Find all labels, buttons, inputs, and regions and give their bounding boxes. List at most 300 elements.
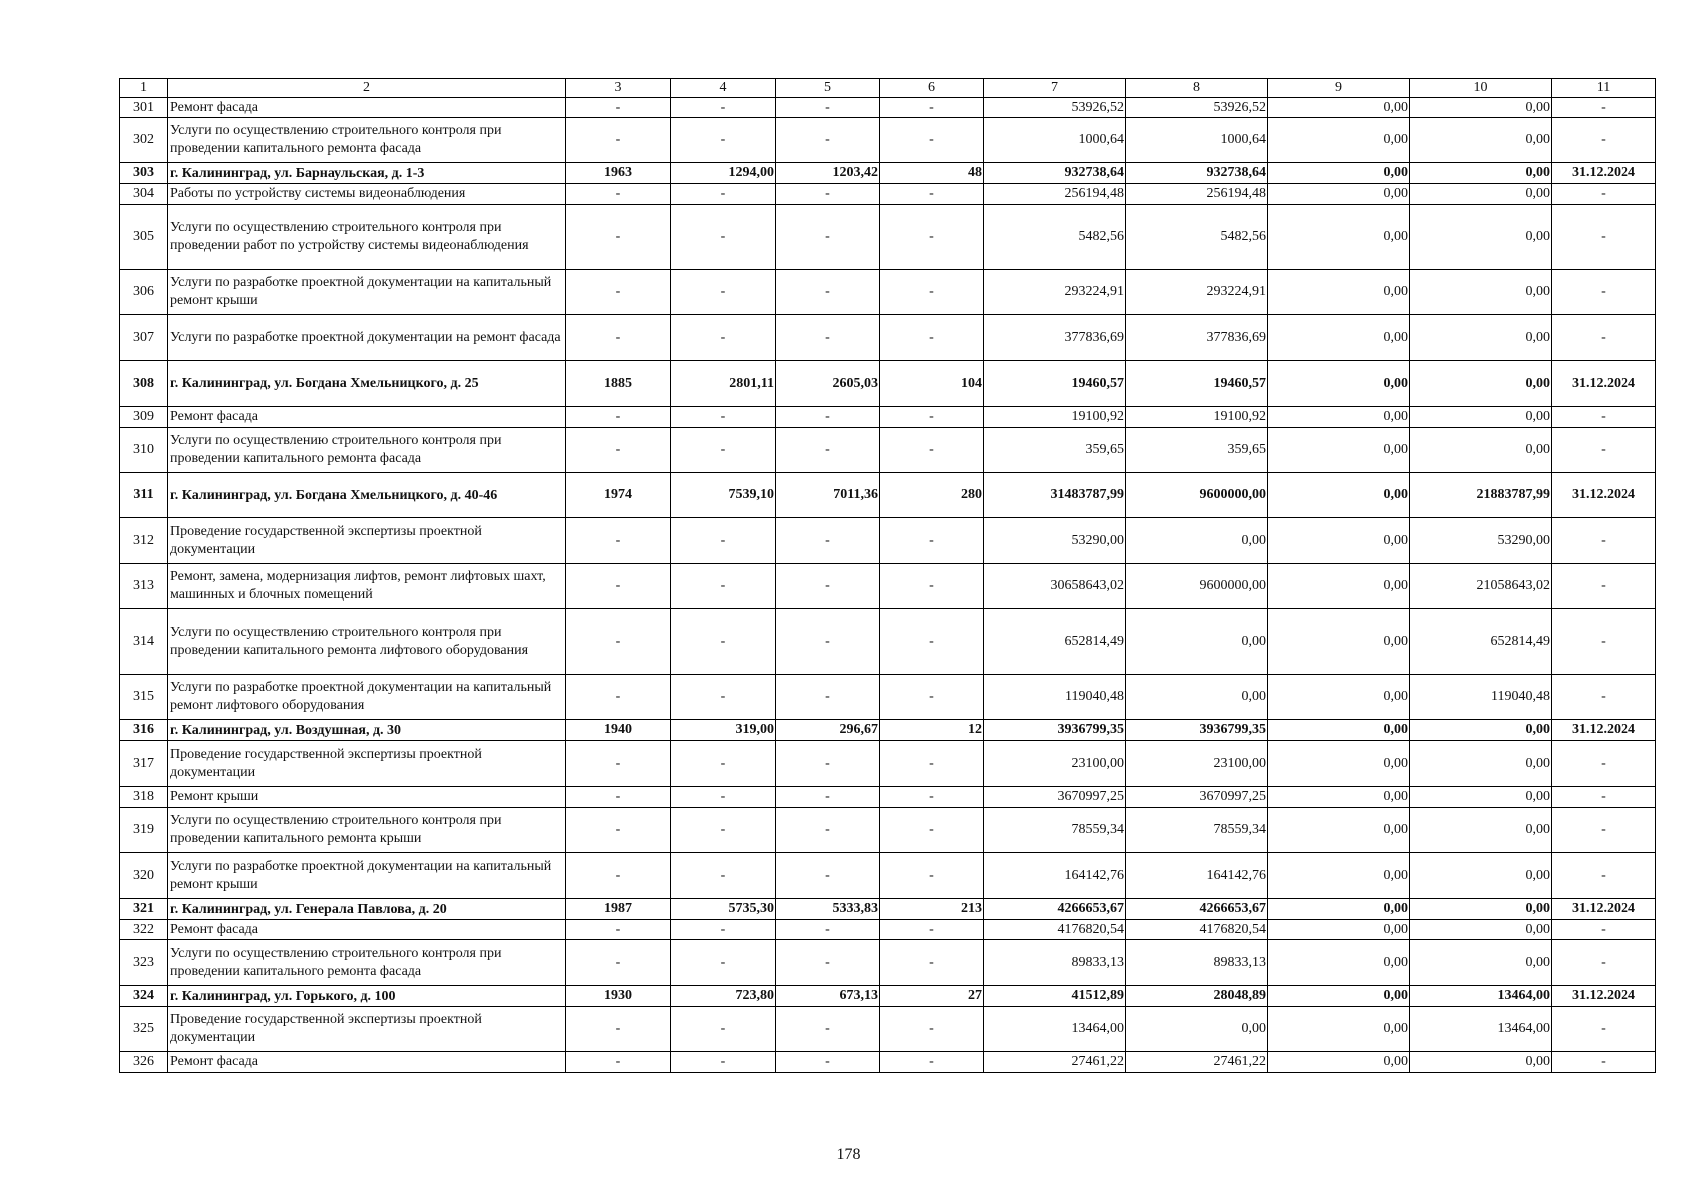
owners-cost-cell: 0,00 xyxy=(1410,720,1552,741)
budget-cost-cell: 0,00 xyxy=(1268,361,1410,407)
living-area-cell: - xyxy=(776,853,880,899)
row-number: 322 xyxy=(120,920,168,940)
work-name: г. Калининград, ул. Богдана Хмельницкого, д. 40-46 xyxy=(168,473,566,518)
residents-cell: - xyxy=(880,675,984,720)
fund-cost-cell: 78559,34 xyxy=(1126,808,1268,853)
year-cell: - xyxy=(566,787,671,808)
owners-cost-cell: 652814,49 xyxy=(1410,609,1552,675)
total-area-cell: - xyxy=(671,741,776,787)
deadline-cell: - xyxy=(1552,564,1656,609)
budget-cost-cell: 0,00 xyxy=(1268,1007,1410,1052)
year-cell: - xyxy=(566,920,671,940)
total-cost-cell: 78559,34 xyxy=(984,808,1126,853)
work-row xyxy=(120,1052,1656,1073)
work-row xyxy=(120,564,1656,609)
row-number: 305 xyxy=(120,205,168,270)
work-row xyxy=(120,675,1656,720)
row-number: 320 xyxy=(120,853,168,899)
fund-cost-cell: 3936799,35 xyxy=(1126,720,1268,741)
owners-cost-cell: 0,00 xyxy=(1410,270,1552,315)
work-row xyxy=(120,609,1656,675)
work-row xyxy=(120,428,1656,473)
row-number: 309 xyxy=(120,407,168,428)
owners-cost-cell: 0,00 xyxy=(1410,118,1552,163)
work-name: Услуги по разработке проектной документации на капитальный ремонт лифтового оборудования xyxy=(168,675,566,720)
row-number: 319 xyxy=(120,808,168,853)
work-name: Услуги по осуществлению строительного контроля при проведении капитального ремонта фасада xyxy=(168,118,566,163)
row-number: 307 xyxy=(120,315,168,361)
col-header-11: 11 xyxy=(1552,79,1656,98)
budget-cost-cell: 0,00 xyxy=(1268,920,1410,940)
residents-cell: - xyxy=(880,315,984,361)
living-area-cell: - xyxy=(776,609,880,675)
residents-cell: 27 xyxy=(880,986,984,1007)
living-area-cell: 7011,36 xyxy=(776,473,880,518)
budget-cost-cell: 0,00 xyxy=(1268,184,1410,205)
total-area-cell: - xyxy=(671,118,776,163)
owners-cost-cell: 53290,00 xyxy=(1410,518,1552,564)
budget-cost-cell: 0,00 xyxy=(1268,518,1410,564)
col-header-9: 9 xyxy=(1268,79,1410,98)
work-row xyxy=(120,184,1656,205)
year-cell: - xyxy=(566,808,671,853)
deadline-cell: 31.12.2024 xyxy=(1552,473,1656,518)
living-area-cell: - xyxy=(776,184,880,205)
deadline-cell: - xyxy=(1552,675,1656,720)
year-cell: 1885 xyxy=(566,361,671,407)
row-number: 315 xyxy=(120,675,168,720)
work-row xyxy=(120,98,1656,118)
work-row xyxy=(120,518,1656,564)
work-name: Ремонт фасада xyxy=(168,407,566,428)
residents-cell: - xyxy=(880,564,984,609)
work-name: г. Калининград, ул. Горького, д. 100 xyxy=(168,986,566,1007)
budget-cost-cell: 0,00 xyxy=(1268,163,1410,184)
work-row xyxy=(120,407,1656,428)
residents-cell: 213 xyxy=(880,899,984,920)
year-cell: - xyxy=(566,741,671,787)
budget-cost-cell: 0,00 xyxy=(1268,808,1410,853)
fund-cost-cell: 89833,13 xyxy=(1126,940,1268,986)
row-number: 304 xyxy=(120,184,168,205)
living-area-cell: 2605,03 xyxy=(776,361,880,407)
document-sheet xyxy=(119,78,1655,1073)
total-area-cell: 2801,11 xyxy=(671,361,776,407)
owners-cost-cell: 0,00 xyxy=(1410,315,1552,361)
total-area-cell: - xyxy=(671,205,776,270)
owners-cost-cell: 13464,00 xyxy=(1410,1007,1552,1052)
col-header-7: 7 xyxy=(984,79,1126,98)
col-header-2: 2 xyxy=(168,79,566,98)
work-name: Работы по устройству системы видеонаблюдения xyxy=(168,184,566,205)
deadline-cell: - xyxy=(1552,1007,1656,1052)
year-cell: - xyxy=(566,675,671,720)
living-area-cell: 296,67 xyxy=(776,720,880,741)
fund-cost-cell: 359,65 xyxy=(1126,428,1268,473)
fund-cost-cell: 1000,64 xyxy=(1126,118,1268,163)
living-area-cell: - xyxy=(776,675,880,720)
residents-cell: - xyxy=(880,184,984,205)
fund-cost-cell: 932738,64 xyxy=(1126,163,1268,184)
owners-cost-cell: 0,00 xyxy=(1410,361,1552,407)
owners-cost-cell: 0,00 xyxy=(1410,98,1552,118)
fund-cost-cell: 256194,48 xyxy=(1126,184,1268,205)
living-area-cell: - xyxy=(776,407,880,428)
page-number: 178 xyxy=(836,1146,861,1163)
deadline-cell: 31.12.2024 xyxy=(1552,986,1656,1007)
year-cell: - xyxy=(566,98,671,118)
residents-cell: 48 xyxy=(880,163,984,184)
budget-cost-cell: 0,00 xyxy=(1268,940,1410,986)
deadline-cell: - xyxy=(1552,609,1656,675)
work-row xyxy=(120,853,1656,899)
row-number: 311 xyxy=(120,473,168,518)
owners-cost-cell: 0,00 xyxy=(1410,407,1552,428)
row-number: 303 xyxy=(120,163,168,184)
year-cell: - xyxy=(566,940,671,986)
total-area-cell: - xyxy=(671,853,776,899)
budget-cost-cell: 0,00 xyxy=(1268,428,1410,473)
row-number: 321 xyxy=(120,899,168,920)
owners-cost-cell: 13464,00 xyxy=(1410,986,1552,1007)
total-cost-cell: 119040,48 xyxy=(984,675,1126,720)
living-area-cell: - xyxy=(776,920,880,940)
budget-cost-cell: 0,00 xyxy=(1268,205,1410,270)
fund-cost-cell: 53926,52 xyxy=(1126,98,1268,118)
owners-cost-cell: 21883787,99 xyxy=(1410,473,1552,518)
living-area-cell: - xyxy=(776,428,880,473)
living-area-cell: - xyxy=(776,564,880,609)
residents-cell: 280 xyxy=(880,473,984,518)
row-number: 310 xyxy=(120,428,168,473)
total-cost-cell: 19460,57 xyxy=(984,361,1126,407)
total-cost-cell: 164142,76 xyxy=(984,853,1126,899)
residents-cell: - xyxy=(880,407,984,428)
owners-cost-cell: 0,00 xyxy=(1410,940,1552,986)
work-row xyxy=(120,270,1656,315)
residents-cell: - xyxy=(880,787,984,808)
living-area-cell: - xyxy=(776,518,880,564)
owners-cost-cell: 0,00 xyxy=(1410,741,1552,787)
deadline-cell: - xyxy=(1552,741,1656,787)
total-cost-cell: 31483787,99 xyxy=(984,473,1126,518)
owners-cost-cell: 0,00 xyxy=(1410,787,1552,808)
work-row xyxy=(120,315,1656,361)
deadline-cell: 31.12.2024 xyxy=(1552,163,1656,184)
owners-cost-cell: 0,00 xyxy=(1410,205,1552,270)
deadline-cell: - xyxy=(1552,1052,1656,1073)
owners-cost-cell: 119040,48 xyxy=(1410,675,1552,720)
residents-cell: - xyxy=(880,118,984,163)
total-area-cell: 7539,10 xyxy=(671,473,776,518)
owners-cost-cell: 0,00 xyxy=(1410,853,1552,899)
total-cost-cell: 377836,69 xyxy=(984,315,1126,361)
budget-cost-cell: 0,00 xyxy=(1268,853,1410,899)
budget-cost-cell: 0,00 xyxy=(1268,675,1410,720)
row-number: 325 xyxy=(120,1007,168,1052)
deadline-cell: - xyxy=(1552,270,1656,315)
owners-cost-cell: 0,00 xyxy=(1410,184,1552,205)
budget-cost-cell: 0,00 xyxy=(1268,98,1410,118)
budget-cost-cell: 0,00 xyxy=(1268,564,1410,609)
total-cost-cell: 41512,89 xyxy=(984,986,1126,1007)
owners-cost-cell: 0,00 xyxy=(1410,899,1552,920)
residents-cell: - xyxy=(880,1052,984,1073)
capital-repair-table xyxy=(119,78,1656,1073)
living-area-cell: - xyxy=(776,940,880,986)
residents-cell: - xyxy=(880,940,984,986)
total-cost-cell: 359,65 xyxy=(984,428,1126,473)
residents-cell: 104 xyxy=(880,361,984,407)
year-cell: - xyxy=(566,407,671,428)
row-number: 302 xyxy=(120,118,168,163)
residents-cell: - xyxy=(880,741,984,787)
total-cost-cell: 1000,64 xyxy=(984,118,1126,163)
row-number: 301 xyxy=(120,98,168,118)
fund-cost-cell: 164142,76 xyxy=(1126,853,1268,899)
residents-cell: - xyxy=(880,1007,984,1052)
living-area-cell: - xyxy=(776,787,880,808)
budget-cost-cell: 0,00 xyxy=(1268,315,1410,361)
year-cell: 1987 xyxy=(566,899,671,920)
fund-cost-cell: 0,00 xyxy=(1126,518,1268,564)
work-name: Проведение государственной экспертизы проектной документации xyxy=(168,518,566,564)
row-number: 306 xyxy=(120,270,168,315)
deadline-cell: - xyxy=(1552,920,1656,940)
work-name: Ремонт, замена, модернизация лифтов, ремонт лифтовых шахт, машинных и блочных помещений xyxy=(168,564,566,609)
deadline-cell: 31.12.2024 xyxy=(1552,361,1656,407)
residents-cell: - xyxy=(880,270,984,315)
total-area-cell: - xyxy=(671,1052,776,1073)
total-area-cell: - xyxy=(671,564,776,609)
year-cell: - xyxy=(566,428,671,473)
deadline-cell: - xyxy=(1552,184,1656,205)
living-area-cell: - xyxy=(776,315,880,361)
row-number: 318 xyxy=(120,787,168,808)
residents-cell: - xyxy=(880,205,984,270)
year-cell: - xyxy=(566,518,671,564)
row-number: 313 xyxy=(120,564,168,609)
fund-cost-cell: 0,00 xyxy=(1126,675,1268,720)
total-cost-cell: 293224,91 xyxy=(984,270,1126,315)
deadline-cell: - xyxy=(1552,787,1656,808)
residents-cell: 12 xyxy=(880,720,984,741)
budget-cost-cell: 0,00 xyxy=(1268,118,1410,163)
row-number: 316 xyxy=(120,720,168,741)
living-area-cell: - xyxy=(776,205,880,270)
residents-cell: - xyxy=(880,98,984,118)
total-area-cell: - xyxy=(671,920,776,940)
work-row xyxy=(120,1007,1656,1052)
total-cost-cell: 53290,00 xyxy=(984,518,1126,564)
living-area-cell: - xyxy=(776,808,880,853)
work-name: Ремонт крыши xyxy=(168,787,566,808)
budget-cost-cell: 0,00 xyxy=(1268,899,1410,920)
owners-cost-cell: 0,00 xyxy=(1410,808,1552,853)
row-number: 317 xyxy=(120,741,168,787)
year-cell: - xyxy=(566,1007,671,1052)
owners-cost-cell: 21058643,02 xyxy=(1410,564,1552,609)
fund-cost-cell: 5482,56 xyxy=(1126,205,1268,270)
col-header-5: 5 xyxy=(776,79,880,98)
work-name: Услуги по осуществлению строительного контроля при проведении капитального ремонта фасада xyxy=(168,428,566,473)
deadline-cell: - xyxy=(1552,428,1656,473)
work-name: Проведение государственной экспертизы проектной документации xyxy=(168,741,566,787)
fund-cost-cell: 0,00 xyxy=(1126,609,1268,675)
total-area-cell: 1294,00 xyxy=(671,163,776,184)
work-name: г. Калининград, ул. Барнаульская, д. 1-3 xyxy=(168,163,566,184)
total-area-cell: - xyxy=(671,675,776,720)
deadline-cell: - xyxy=(1552,315,1656,361)
total-area-cell: - xyxy=(671,315,776,361)
total-area-cell: - xyxy=(671,98,776,118)
deadline-cell: - xyxy=(1552,407,1656,428)
deadline-cell: - xyxy=(1552,118,1656,163)
work-row xyxy=(120,920,1656,940)
col-header-1: 1 xyxy=(120,79,168,98)
fund-cost-cell: 0,00 xyxy=(1126,1007,1268,1052)
total-cost-cell: 3670997,25 xyxy=(984,787,1126,808)
residents-cell: - xyxy=(880,808,984,853)
year-cell: - xyxy=(566,270,671,315)
work-name: Услуги по разработке проектной документации на капитальный ремонт крыши xyxy=(168,270,566,315)
total-cost-cell: 5482,56 xyxy=(984,205,1126,270)
total-area-cell: - xyxy=(671,940,776,986)
living-area-cell: - xyxy=(776,1007,880,1052)
fund-cost-cell: 4266653,67 xyxy=(1126,899,1268,920)
col-header-6: 6 xyxy=(880,79,984,98)
total-area-cell: - xyxy=(671,518,776,564)
total-area-cell: - xyxy=(671,184,776,205)
budget-cost-cell: 0,00 xyxy=(1268,473,1410,518)
total-cost-cell: 932738,64 xyxy=(984,163,1126,184)
budget-cost-cell: 0,00 xyxy=(1268,609,1410,675)
year-cell: 1963 xyxy=(566,163,671,184)
work-name: Ремонт фасада xyxy=(168,98,566,118)
fund-cost-cell: 23100,00 xyxy=(1126,741,1268,787)
fund-cost-cell: 293224,91 xyxy=(1126,270,1268,315)
work-name: Ремонт фасада xyxy=(168,1052,566,1073)
budget-cost-cell: 0,00 xyxy=(1268,986,1410,1007)
address-row xyxy=(120,473,1656,518)
total-cost-cell: 53926,52 xyxy=(984,98,1126,118)
fund-cost-cell: 9600000,00 xyxy=(1126,564,1268,609)
deadline-cell: - xyxy=(1552,205,1656,270)
budget-cost-cell: 0,00 xyxy=(1268,270,1410,315)
residents-cell: - xyxy=(880,920,984,940)
total-area-cell: - xyxy=(671,808,776,853)
work-name: г. Калининград, ул. Генерала Павлова, д. 20 xyxy=(168,899,566,920)
fund-cost-cell: 3670997,25 xyxy=(1126,787,1268,808)
budget-cost-cell: 0,00 xyxy=(1268,1052,1410,1073)
owners-cost-cell: 0,00 xyxy=(1410,428,1552,473)
budget-cost-cell: 0,00 xyxy=(1268,720,1410,741)
year-cell: - xyxy=(566,205,671,270)
total-area-cell: 5735,30 xyxy=(671,899,776,920)
work-row xyxy=(120,118,1656,163)
work-name: Услуги по разработке проектной документации на ремонт фасада xyxy=(168,315,566,361)
column-number-header-row xyxy=(120,79,1656,98)
row-number: 312 xyxy=(120,518,168,564)
total-cost-cell: 256194,48 xyxy=(984,184,1126,205)
fund-cost-cell: 9600000,00 xyxy=(1126,473,1268,518)
year-cell: - xyxy=(566,853,671,899)
year-cell: - xyxy=(566,1052,671,1073)
work-name: Услуги по осуществлению строительного контроля при проведении работ по устройству системы видеонаблюдения xyxy=(168,205,566,270)
total-cost-cell: 89833,13 xyxy=(984,940,1126,986)
fund-cost-cell: 19460,57 xyxy=(1126,361,1268,407)
total-cost-cell: 652814,49 xyxy=(984,609,1126,675)
deadline-cell: - xyxy=(1552,98,1656,118)
owners-cost-cell: 0,00 xyxy=(1410,163,1552,184)
living-area-cell: - xyxy=(776,270,880,315)
total-cost-cell: 4176820,54 xyxy=(984,920,1126,940)
year-cell: - xyxy=(566,184,671,205)
row-number: 323 xyxy=(120,940,168,986)
total-area-cell: - xyxy=(671,609,776,675)
fund-cost-cell: 4176820,54 xyxy=(1126,920,1268,940)
living-area-cell: 1203,42 xyxy=(776,163,880,184)
owners-cost-cell: 0,00 xyxy=(1410,920,1552,940)
work-row xyxy=(120,787,1656,808)
total-area-cell: - xyxy=(671,428,776,473)
year-cell: 1930 xyxy=(566,986,671,1007)
total-area-cell: - xyxy=(671,270,776,315)
work-name: Услуги по осуществлению строительного контроля при проведении капитального ремонта фасада xyxy=(168,940,566,986)
deadline-cell: 31.12.2024 xyxy=(1552,720,1656,741)
deadline-cell: - xyxy=(1552,518,1656,564)
col-header-8: 8 xyxy=(1126,79,1268,98)
living-area-cell: - xyxy=(776,98,880,118)
total-cost-cell: 30658643,02 xyxy=(984,564,1126,609)
address-row xyxy=(120,361,1656,407)
living-area-cell: - xyxy=(776,118,880,163)
total-cost-cell: 19100,92 xyxy=(984,407,1126,428)
work-row xyxy=(120,741,1656,787)
col-header-4: 4 xyxy=(671,79,776,98)
residents-cell: - xyxy=(880,518,984,564)
residents-cell: - xyxy=(880,853,984,899)
residents-cell: - xyxy=(880,428,984,473)
total-area-cell: - xyxy=(671,407,776,428)
living-area-cell: - xyxy=(776,741,880,787)
residents-cell: - xyxy=(880,609,984,675)
living-area-cell: - xyxy=(776,1052,880,1073)
total-cost-cell: 3936799,35 xyxy=(984,720,1126,741)
total-area-cell: - xyxy=(671,787,776,808)
year-cell: 1940 xyxy=(566,720,671,741)
address-row xyxy=(120,163,1656,184)
budget-cost-cell: 0,00 xyxy=(1268,741,1410,787)
total-cost-cell: 4266653,67 xyxy=(984,899,1126,920)
work-row xyxy=(120,940,1656,986)
year-cell: 1974 xyxy=(566,473,671,518)
work-row xyxy=(120,808,1656,853)
living-area-cell: 673,13 xyxy=(776,986,880,1007)
budget-cost-cell: 0,00 xyxy=(1268,787,1410,808)
year-cell: - xyxy=(566,315,671,361)
work-name: Услуги по разработке проектной документации на капитальный ремонт крыши xyxy=(168,853,566,899)
work-name: Ремонт фасада xyxy=(168,920,566,940)
year-cell: - xyxy=(566,564,671,609)
living-area-cell: 5333,83 xyxy=(776,899,880,920)
deadline-cell: - xyxy=(1552,808,1656,853)
work-row xyxy=(120,205,1656,270)
col-header-10: 10 xyxy=(1410,79,1552,98)
address-row xyxy=(120,720,1656,741)
total-area-cell: - xyxy=(671,1007,776,1052)
col-header-3: 3 xyxy=(566,79,671,98)
